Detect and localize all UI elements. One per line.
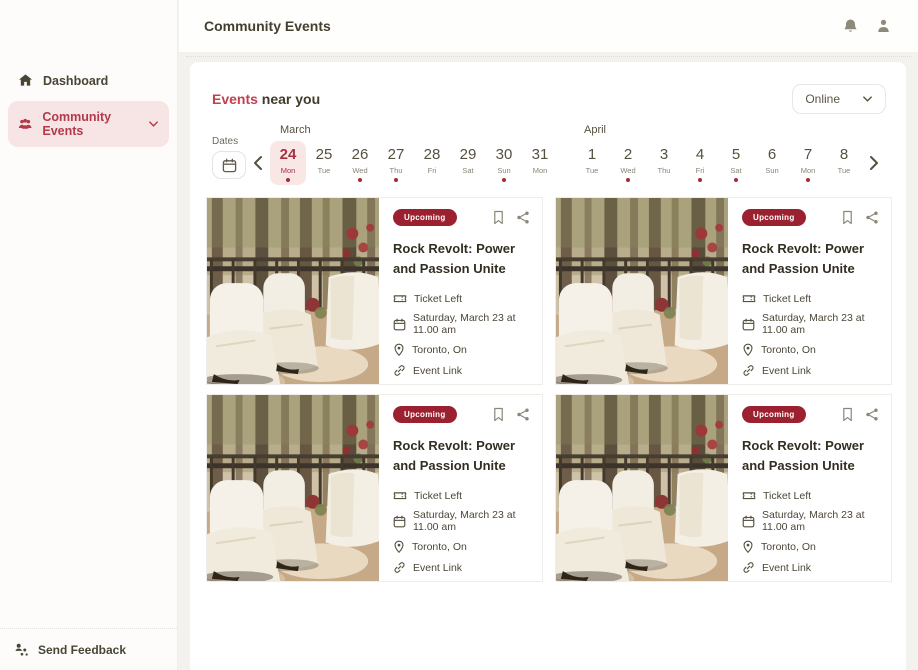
- calendar-icon: [393, 515, 406, 528]
- share-icon[interactable]: [516, 407, 530, 422]
- chevron-left-icon: [253, 155, 263, 171]
- sidebar-item-dashboard[interactable]: [8, 64, 169, 97]
- event-card-body: [379, 198, 542, 384]
- event-card[interactable]: [555, 197, 892, 385]
- event-link-row[interactable]: [742, 561, 879, 574]
- event-dot: [698, 178, 702, 182]
- date-weekday: Wed: [352, 166, 368, 175]
- section-title-rest: near you: [257, 91, 321, 107]
- event-dot: [806, 178, 810, 182]
- ticket-left-label: Ticket Left: [414, 292, 463, 305]
- date-strip: [204, 114, 892, 187]
- event-link-row[interactable]: [393, 364, 530, 377]
- event-link-row[interactable]: [742, 364, 879, 377]
- month-label: March: [280, 124, 311, 136]
- ticket-icon: [393, 489, 407, 502]
- event-location: Toronto, On: [761, 541, 816, 553]
- date-weekday: Tue: [837, 166, 851, 175]
- ticket-left-label: Ticket Left: [414, 489, 463, 502]
- chevron-down-icon: [148, 120, 159, 128]
- date-number: 25: [315, 146, 333, 163]
- date-weekday: Tue: [317, 166, 331, 175]
- ticket-icon: [742, 489, 756, 502]
- event-title[interactable]: Rock Revolt: Power and Passion Unite: [393, 241, 516, 276]
- date-number: 27: [387, 146, 405, 163]
- date-april-4[interactable]: [682, 141, 718, 185]
- ticket-icon: [742, 292, 756, 305]
- event-photo: [556, 395, 728, 581]
- ticket-left-row: [742, 489, 879, 502]
- date-number: 30: [495, 146, 513, 163]
- event-card-grid: [204, 187, 892, 582]
- event-datetime-row: [742, 509, 879, 533]
- date-april-1[interactable]: [574, 141, 610, 185]
- event-location-row: [393, 540, 530, 554]
- event-dot: [286, 178, 290, 182]
- community-icon: [18, 117, 32, 131]
- event-title[interactable]: Rock Revolt: Power and Passion Unite: [742, 438, 865, 473]
- feedback-icon: [14, 642, 29, 657]
- link-icon: [393, 561, 406, 574]
- send-feedback-button[interactable]: [0, 628, 177, 670]
- date-weekday: Mon: [280, 166, 296, 175]
- link-icon: [742, 364, 755, 377]
- bell-icon[interactable]: [842, 18, 859, 34]
- event-card[interactable]: [555, 394, 892, 582]
- date-march-30[interactable]: [486, 141, 522, 185]
- next-dates-button[interactable]: [862, 155, 886, 185]
- status-badge: Upcoming: [393, 209, 457, 226]
- date-april-2[interactable]: [610, 141, 646, 185]
- ticket-left-label: Ticket Left: [763, 489, 812, 502]
- bookmark-icon[interactable]: [841, 407, 854, 422]
- event-datetime: Saturday, March 23 at 11.00 am: [762, 509, 865, 533]
- ticket-left-label: Ticket Left: [763, 292, 812, 305]
- date-weekday: Fri: [695, 166, 705, 175]
- date-march-27[interactable]: [378, 141, 414, 185]
- ticket-left-row: [742, 292, 879, 305]
- status-badge: Upcoming: [742, 406, 806, 423]
- date-weekday: Mon: [532, 166, 548, 175]
- online-filter-value: Online: [805, 92, 840, 106]
- event-datetime: Saturday, March 23 at 11.00 am: [762, 312, 865, 336]
- event-location: Toronto, On: [761, 344, 816, 356]
- event-datetime: Saturday, March 23 at 11.00 am: [413, 509, 516, 533]
- top-header: [179, 0, 918, 52]
- sidebar: [0, 0, 178, 670]
- date-number: 5: [731, 146, 741, 163]
- date-april-5[interactable]: [718, 141, 754, 185]
- date-weekday: Wed: [620, 166, 636, 175]
- event-dot: [358, 178, 362, 182]
- event-link-label: Event Link: [413, 364, 463, 377]
- chevron-right-icon: [869, 155, 879, 171]
- sidebar-item-community-events[interactable]: [8, 101, 169, 147]
- page-title: Community Events: [204, 18, 331, 34]
- bookmark-icon[interactable]: [492, 210, 505, 225]
- date-weekday: Thu: [657, 166, 671, 175]
- calendar-icon: [393, 318, 406, 331]
- date-number: 28: [423, 146, 441, 163]
- status-badge: Upcoming: [393, 406, 457, 423]
- calendar-icon: [742, 515, 755, 528]
- days-row: [270, 141, 558, 185]
- event-link-label: Event Link: [413, 561, 463, 574]
- event-link-label: Event Link: [762, 561, 812, 574]
- event-dot: [502, 178, 506, 182]
- event-title[interactable]: Rock Revolt: Power and Passion Unite: [742, 241, 865, 276]
- event-datetime-row: [393, 312, 530, 336]
- date-number: 6: [767, 146, 777, 163]
- ticket-icon: [393, 292, 407, 305]
- header-divider: [186, 56, 912, 57]
- event-card-body: [728, 395, 891, 581]
- date-weekday: Tue: [585, 166, 599, 175]
- section-title-accent: Events: [212, 91, 258, 107]
- date-march-25[interactable]: [306, 141, 342, 185]
- event-link-label: Event Link: [762, 364, 812, 377]
- date-number: 24: [279, 146, 297, 163]
- month-label: April: [584, 124, 607, 136]
- date-number: 2: [623, 146, 633, 163]
- link-icon: [393, 364, 406, 377]
- event-location-row: [393, 343, 530, 357]
- date-april-8[interactable]: [826, 141, 862, 185]
- date-weekday: Sun: [497, 166, 511, 175]
- user-icon[interactable]: [875, 18, 892, 34]
- sidebar-item-label: Community Events: [42, 110, 112, 138]
- dates-label: Dates: [212, 136, 239, 147]
- event-photo: [556, 198, 728, 384]
- bookmark-icon[interactable]: [492, 407, 505, 422]
- share-icon[interactable]: [516, 210, 530, 225]
- event-location: Toronto, On: [412, 541, 467, 553]
- date-weekday: Sat: [462, 166, 474, 175]
- date-march-24[interactable]: [270, 141, 306, 185]
- home-icon: [18, 73, 33, 88]
- event-datetime-row: [393, 509, 530, 533]
- date-number: 3: [659, 146, 669, 163]
- prev-dates-button[interactable]: [246, 155, 270, 185]
- location-icon: [393, 343, 405, 357]
- section-title: [212, 91, 320, 107]
- sidebar-item-label: Dashboard: [43, 73, 109, 88]
- date-weekday: Sat: [730, 166, 742, 175]
- location-icon: [393, 540, 405, 554]
- send-feedback-label: Send Feedback: [38, 642, 127, 657]
- date-number: 26: [351, 146, 369, 163]
- event-dot: [626, 178, 630, 182]
- date-april-6[interactable]: [754, 141, 790, 185]
- month-group-april: [574, 124, 862, 185]
- date-april-7[interactable]: [790, 141, 826, 185]
- event-datetime: Saturday, March 23 at 11.00 am: [413, 312, 516, 336]
- status-badge: Upcoming: [742, 209, 806, 226]
- date-number: 31: [531, 146, 549, 163]
- date-april-3[interactable]: [646, 141, 682, 185]
- event-card-body: [379, 395, 542, 581]
- date-weekday: Thu: [389, 166, 403, 175]
- days-row: [574, 141, 862, 185]
- bookmark-icon[interactable]: [841, 210, 854, 225]
- calendar-icon: [222, 158, 237, 173]
- event-datetime-row: [742, 312, 879, 336]
- share-icon[interactable]: [865, 210, 879, 225]
- dates-box: [212, 136, 246, 185]
- event-card[interactable]: [206, 394, 543, 582]
- event-dot: [734, 178, 738, 182]
- online-filter-dropdown[interactable]: [792, 84, 886, 114]
- date-march-31[interactable]: [522, 141, 558, 185]
- event-location: Toronto, On: [412, 344, 467, 356]
- date-weekday: Mon: [800, 166, 816, 175]
- date-march-29[interactable]: [450, 141, 486, 185]
- header-actions: [842, 18, 892, 34]
- date-march-28[interactable]: [414, 141, 450, 185]
- ticket-left-row: [393, 292, 530, 305]
- date-number: 8: [839, 146, 849, 163]
- link-icon: [742, 561, 755, 574]
- event-card-body: [728, 198, 891, 384]
- ticket-left-row: [393, 489, 530, 502]
- event-card[interactable]: [206, 197, 543, 385]
- event-title[interactable]: Rock Revolt: Power and Passion Unite: [393, 438, 516, 473]
- event-photo: [207, 198, 379, 384]
- main-panel: [190, 62, 906, 670]
- event-location-row: [742, 343, 879, 357]
- calendar-icon: [742, 318, 755, 331]
- sidebar-nav: [0, 64, 177, 147]
- event-photo: [207, 395, 379, 581]
- date-weekday: Fri: [427, 166, 437, 175]
- date-number: 4: [695, 146, 705, 163]
- share-icon[interactable]: [865, 407, 879, 422]
- calendar-picker-button[interactable]: [212, 151, 246, 179]
- date-weekday: Sun: [765, 166, 779, 175]
- location-icon: [742, 540, 754, 554]
- date-march-26[interactable]: [342, 141, 378, 185]
- event-link-row[interactable]: [393, 561, 530, 574]
- event-location-row: [742, 540, 879, 554]
- month-group-march: [270, 124, 558, 185]
- date-number: 29: [459, 146, 477, 163]
- date-number: 1: [587, 146, 597, 163]
- section-header: [204, 76, 892, 114]
- chevron-down-icon: [862, 95, 873, 103]
- date-number: 7: [803, 146, 813, 163]
- location-icon: [742, 343, 754, 357]
- event-dot: [394, 178, 398, 182]
